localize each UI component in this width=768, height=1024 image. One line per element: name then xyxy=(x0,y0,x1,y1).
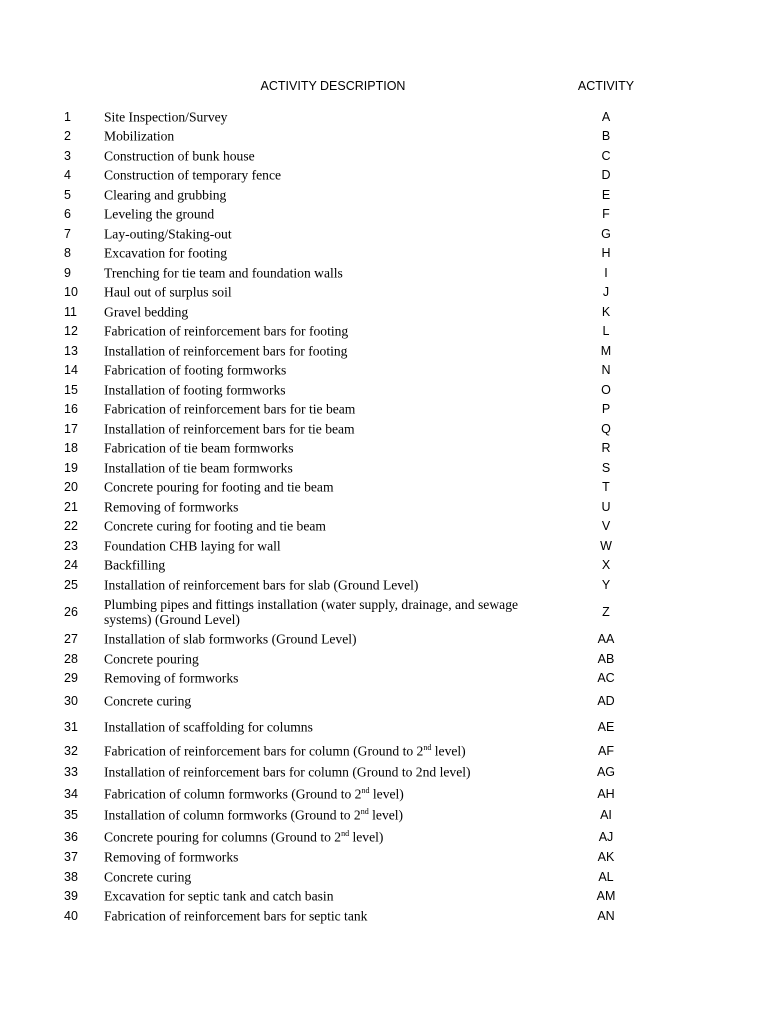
activity-code: AC xyxy=(597,671,615,686)
activity-description: Mobilization xyxy=(104,128,175,144)
table-row xyxy=(0,400,768,420)
activity-description: Removing of formworks xyxy=(104,670,239,686)
row-number: 35 xyxy=(64,808,78,823)
row-number: 30 xyxy=(64,694,78,708)
description-text: level) xyxy=(431,743,466,759)
activity-code: O xyxy=(601,382,611,397)
activity-description: Fabrication of tie beam formworks xyxy=(104,440,294,456)
table-row xyxy=(0,283,768,303)
table-row xyxy=(0,380,768,400)
description-text: Installation of column formworks (Ground to 2 xyxy=(104,807,361,823)
activity-code: A xyxy=(601,109,611,124)
activity-code: X xyxy=(601,558,611,573)
activity-code: Q xyxy=(601,421,611,436)
table-row xyxy=(0,185,768,205)
activity-description: Installation of reinforcement bars for footing xyxy=(104,343,348,359)
row-number: 28 xyxy=(64,651,78,666)
description-text: Fabrication of reinforcement bars for column (Ground to 2 xyxy=(104,743,424,759)
description-text: Concrete pouring for columns (Ground to 2 xyxy=(104,829,342,845)
row-number: 6 xyxy=(64,207,71,222)
activity-description: Installation of slab formworks (Ground Level) xyxy=(104,631,357,647)
row-number: 29 xyxy=(64,671,78,686)
header-activity-description: ACTIVITY DESCRIPTION xyxy=(260,79,406,93)
row-number: 23 xyxy=(64,538,78,553)
activity-code: AJ xyxy=(598,829,614,844)
row-number: 32 xyxy=(64,743,78,758)
row-number: 26 xyxy=(64,605,78,619)
activity-code: H xyxy=(601,246,611,261)
row-number: 11 xyxy=(64,304,77,319)
table-row xyxy=(0,762,768,784)
activity-code: W xyxy=(600,538,612,553)
table-row xyxy=(0,630,768,650)
table-row xyxy=(0,146,768,166)
table-row xyxy=(0,826,768,848)
activity-code: J xyxy=(602,285,610,300)
activity-description: Installation of tie beam formworks xyxy=(104,460,293,476)
activity-code: Z xyxy=(602,605,610,619)
table-row xyxy=(0,205,768,225)
activity-description: Backfilling xyxy=(104,557,166,573)
table-row xyxy=(0,244,768,264)
activity-code: C xyxy=(601,148,611,163)
description-text: level) xyxy=(349,829,384,845)
row-number: 24 xyxy=(64,558,78,573)
activity-description: Trenching for tie team and foundation walls xyxy=(104,265,343,281)
row-number: 10 xyxy=(64,285,78,300)
activity-code: I xyxy=(604,265,608,280)
activity-code: L xyxy=(602,324,610,339)
table-row xyxy=(0,649,768,669)
row-number: 39 xyxy=(64,889,78,904)
row-number: 40 xyxy=(64,908,78,923)
table-row xyxy=(0,322,768,342)
activity-description: Foundation CHB laying for wall xyxy=(104,538,281,554)
activity-code: AI xyxy=(600,808,612,823)
activity-description: Fabrication of footing formworks xyxy=(104,362,287,378)
row-number: 8 xyxy=(64,246,71,261)
table-row xyxy=(0,419,768,439)
ordinal-superscript: nd xyxy=(361,785,370,795)
row-number: 3 xyxy=(64,148,71,163)
activity-code: T xyxy=(602,480,610,495)
row-number: 7 xyxy=(64,226,71,241)
table-row xyxy=(0,361,768,381)
activity-code: AN xyxy=(597,908,615,923)
activity-code: AG xyxy=(596,765,616,780)
row-number: 13 xyxy=(64,343,78,358)
activity-description: Plumbing pipes and fittings installation (water supply, drainage, and sewage systems) (Ground Level) xyxy=(104,597,519,627)
table-row xyxy=(0,688,768,714)
row-number: 38 xyxy=(64,869,78,884)
row-number: 37 xyxy=(64,850,78,865)
row-number: 15 xyxy=(64,382,78,397)
activity-code: B xyxy=(601,129,611,144)
table-row xyxy=(0,575,768,595)
activity-code: K xyxy=(601,304,611,319)
activity-code: M xyxy=(600,343,612,358)
activity-code: AL xyxy=(598,869,614,884)
table-row xyxy=(0,536,768,556)
table-row xyxy=(0,669,768,689)
table-row xyxy=(0,439,768,459)
row-number: 36 xyxy=(64,829,78,844)
row-number: 12 xyxy=(64,324,78,339)
row-number: 34 xyxy=(64,786,78,801)
table-row xyxy=(0,478,768,498)
row-number: 25 xyxy=(64,577,78,592)
table-row xyxy=(0,497,768,517)
row-number: 18 xyxy=(64,441,78,456)
activity-code: F xyxy=(602,207,610,222)
table-row xyxy=(0,107,768,127)
activity-description: Removing of formworks xyxy=(104,849,239,865)
table-row xyxy=(0,556,768,576)
table-row xyxy=(0,805,768,827)
activity-code: D xyxy=(601,168,611,183)
activity-code: S xyxy=(601,460,611,475)
row-number: 19 xyxy=(64,460,78,475)
activity-description: Concrete curing for footing and tie beam xyxy=(104,518,326,534)
table-row xyxy=(0,263,768,283)
activity-description: Lay-outing/Staking-out xyxy=(104,226,232,242)
activity-description: Clearing and grubbing xyxy=(104,187,227,203)
activity-description: Gravel bedding xyxy=(104,304,189,320)
activity-description xyxy=(104,786,544,801)
activity-description: Concrete curing xyxy=(104,693,192,709)
activity-description xyxy=(104,743,544,758)
row-number: 20 xyxy=(64,480,78,495)
activity-description: Fabrication of reinforcement bars for septic tank xyxy=(104,908,368,924)
row-number: 22 xyxy=(64,519,78,534)
row-number: 27 xyxy=(64,632,78,647)
row-number: 21 xyxy=(64,499,78,514)
table-row xyxy=(0,595,768,630)
activity-code: E xyxy=(601,187,611,202)
table-row xyxy=(0,224,768,244)
ordinal-superscript: nd xyxy=(341,828,350,838)
activity-description: Concrete curing xyxy=(104,869,192,885)
activity-code: P xyxy=(601,402,611,417)
activity-description: Installation of reinforcement bars for tie beam xyxy=(104,421,355,437)
table-row xyxy=(0,127,768,147)
activity-description: Excavation for footing xyxy=(104,245,228,261)
activity-code: AB xyxy=(597,651,615,666)
activity-code: AM xyxy=(596,889,616,904)
activity-code: Y xyxy=(601,577,611,592)
description-text: level) xyxy=(368,807,404,823)
table-row xyxy=(0,302,768,322)
activity-description: Site Inspection/Survey xyxy=(104,109,228,125)
activity-description: Installation of reinforcement bars for slab (Ground Level) xyxy=(104,577,419,593)
table-row xyxy=(0,906,768,926)
table-header xyxy=(0,79,768,97)
description-text: level) xyxy=(369,786,404,802)
table-row xyxy=(0,740,768,762)
activity-description: Haul out of surplus soil xyxy=(104,284,232,300)
activity-description: Installation of reinforcement bars for column (Ground to 2nd level) xyxy=(104,764,471,780)
activity-code: N xyxy=(601,363,611,378)
activity-table xyxy=(0,107,768,926)
row-number: 16 xyxy=(64,402,78,417)
activity-code: U xyxy=(601,499,611,514)
activity-description xyxy=(104,829,544,844)
table-row xyxy=(0,867,768,887)
activity-description: Excavation for septic tank and catch basin xyxy=(104,888,334,904)
activity-description xyxy=(104,808,544,823)
activity-description: Leveling the ground xyxy=(104,206,215,222)
activity-code: AF xyxy=(598,743,614,758)
table-row xyxy=(0,714,768,740)
activity-code: R xyxy=(601,441,611,456)
activity-description: Installation of scaffolding for columns xyxy=(104,719,313,735)
activity-code: AE xyxy=(597,720,615,734)
row-number: 2 xyxy=(64,129,71,144)
table-row xyxy=(0,783,768,805)
row-number: 1 xyxy=(64,109,71,124)
table-row xyxy=(0,166,768,186)
activity-description: Removing of formworks xyxy=(104,499,239,515)
activity-description: Installation of footing formworks xyxy=(104,382,286,398)
table-row xyxy=(0,341,768,361)
row-number: 4 xyxy=(64,168,71,183)
activity-description: Concrete pouring xyxy=(104,651,199,667)
header-activity: ACTIVITY xyxy=(577,79,635,93)
row-number: 17 xyxy=(64,421,78,436)
table-row xyxy=(0,887,768,907)
table-row xyxy=(0,848,768,868)
description-text: Fabrication of column formworks (Ground to 2 xyxy=(104,786,362,802)
activity-code: G xyxy=(601,226,611,241)
activity-description: Construction of bunk house xyxy=(104,148,255,164)
activity-code: AK xyxy=(597,850,615,865)
activity-description: Fabrication of reinforcement bars for footing xyxy=(104,323,349,339)
row-number: 9 xyxy=(64,265,71,280)
activity-description: Concrete pouring for footing and tie beam xyxy=(104,479,334,495)
ordinal-superscript: nd xyxy=(360,807,369,817)
activity-code: AD xyxy=(597,694,615,708)
ordinal-superscript: nd xyxy=(423,742,432,752)
activity-description: Construction of temporary fence xyxy=(104,167,282,183)
table-row xyxy=(0,517,768,537)
row-number: 31 xyxy=(64,720,78,734)
activity-code: AA xyxy=(597,632,615,647)
activity-code: AH xyxy=(597,786,615,801)
activity-code: V xyxy=(601,519,611,534)
row-number: 5 xyxy=(64,187,71,202)
row-number: 14 xyxy=(64,363,78,378)
row-number: 33 xyxy=(64,765,78,780)
table-row xyxy=(0,458,768,478)
activity-description: Fabrication of reinforcement bars for tie beam xyxy=(104,401,356,417)
